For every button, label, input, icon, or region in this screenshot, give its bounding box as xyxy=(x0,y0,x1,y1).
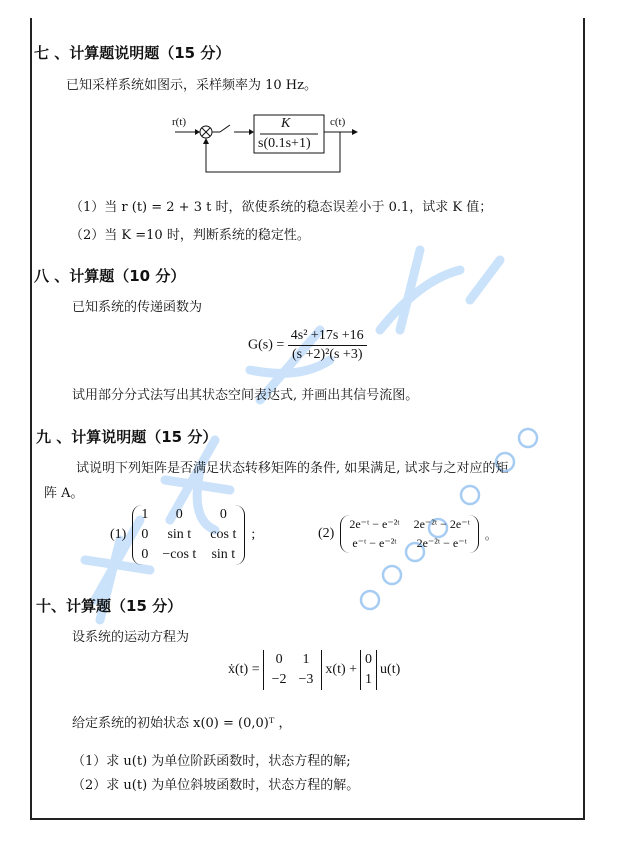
q10-heading: 十、计算题（15 分） xyxy=(36,597,183,615)
matrix-cell: 2e⁻²ᵗ − 2e⁻ᵗ xyxy=(413,517,470,531)
matrix-cell: sin t xyxy=(167,527,192,542)
matrix-2-label: (2) xyxy=(318,526,335,541)
state-equation xyxy=(228,650,400,690)
input-label: r(t) xyxy=(172,116,187,128)
matrix-2-group xyxy=(318,515,497,553)
separator: ; xyxy=(251,527,256,542)
matrix-cell: −3 xyxy=(298,672,314,687)
tf-lhs: G(s) = xyxy=(248,337,285,353)
matrix-2 xyxy=(340,515,479,553)
matrix-B xyxy=(360,650,377,690)
output-label: c(t) xyxy=(330,116,346,128)
matrix-cell: 0 xyxy=(141,547,149,562)
matrix-cell: 1 xyxy=(302,652,310,667)
matrix-cell: 0 xyxy=(219,507,227,522)
matrix-1 xyxy=(132,505,245,565)
matrix-cell: 2e⁻²ᵗ − e⁻ᵗ xyxy=(416,536,467,550)
matrix-cell: sin t xyxy=(211,547,236,562)
matrix-cell: 1 xyxy=(141,507,149,522)
q9-intro: 试说明下列矩阵是否满足状态转移矩阵的条件, 如果满足, 试求与之对应的矩 xyxy=(76,461,509,476)
matrix-cell: cos t xyxy=(210,527,237,542)
q7-heading: 七 、计算题说明题（15 分） xyxy=(34,44,231,62)
matrix-A xyxy=(263,650,323,690)
transfer-function xyxy=(248,328,367,363)
matrix-1-label: (1) xyxy=(110,527,127,542)
q8-intro: 已知系统的传递函数为 xyxy=(72,300,203,315)
q8-task: 试用部分分式法写出其状态空间表达式, 并画出其信号流图。 xyxy=(72,388,419,403)
eq-lhs: ẋ(t) = xyxy=(228,662,260,677)
block-denominator: s(0.1s+1) xyxy=(258,136,311,151)
matrix-cell: 1 xyxy=(365,672,373,687)
matrix-cell: 2e⁻ᵗ − e⁻²ᵗ xyxy=(349,517,400,531)
q10-part1: （1）求 u(t) 为单位阶跃函数时，状态方程的解; xyxy=(72,754,351,769)
matrix-cell: 0 xyxy=(275,652,283,667)
q8-heading: 八 、计算题（10 分） xyxy=(34,267,186,285)
q7-part1: （1）当 r (t) = 2 + 3 t 时，欲使系统的稳态误差小于 0.1，试求 K 值； xyxy=(70,200,493,215)
matrix-cell: e⁻ᵗ − e⁻²ᵗ xyxy=(352,536,397,550)
q10-initial-state: 给定系统的初始状态 x(0) = (0,0)ᵀ ， xyxy=(72,716,292,731)
tf-denominator: (s +2)²(s +3) xyxy=(291,347,363,362)
q7-intro: 已知采样系统如图示，采样频率为 10 Hz。 xyxy=(66,78,317,93)
matrix-cell: −2 xyxy=(271,672,287,687)
matrix-cell: 0 xyxy=(365,652,373,667)
q10-part2: （2）求 u(t) 为单位斜坡函数时，状态方程的解。 xyxy=(72,778,360,793)
q9-intro-cont: 阵 A。 xyxy=(44,486,84,501)
eq-mid: x(t) + xyxy=(325,662,358,677)
matrix-cell: −cos t xyxy=(162,547,197,562)
matrix-1-group xyxy=(110,505,255,565)
tf-numerator: 4s² +17s +16 xyxy=(288,328,367,346)
q7-part2: （2）当 K =10 时，判断系统的稳定性。 xyxy=(70,228,310,243)
q10-intro: 设系统的运动方程为 xyxy=(72,630,190,645)
matrix-cell: 0 xyxy=(175,507,183,522)
period: 。 xyxy=(484,527,497,542)
block-numerator: K xyxy=(281,116,291,131)
eq-rhs: u(t) xyxy=(380,662,401,677)
q9-heading: 九 、计算说明题（15 分） xyxy=(36,428,218,446)
matrix-cell: 0 xyxy=(141,527,149,542)
